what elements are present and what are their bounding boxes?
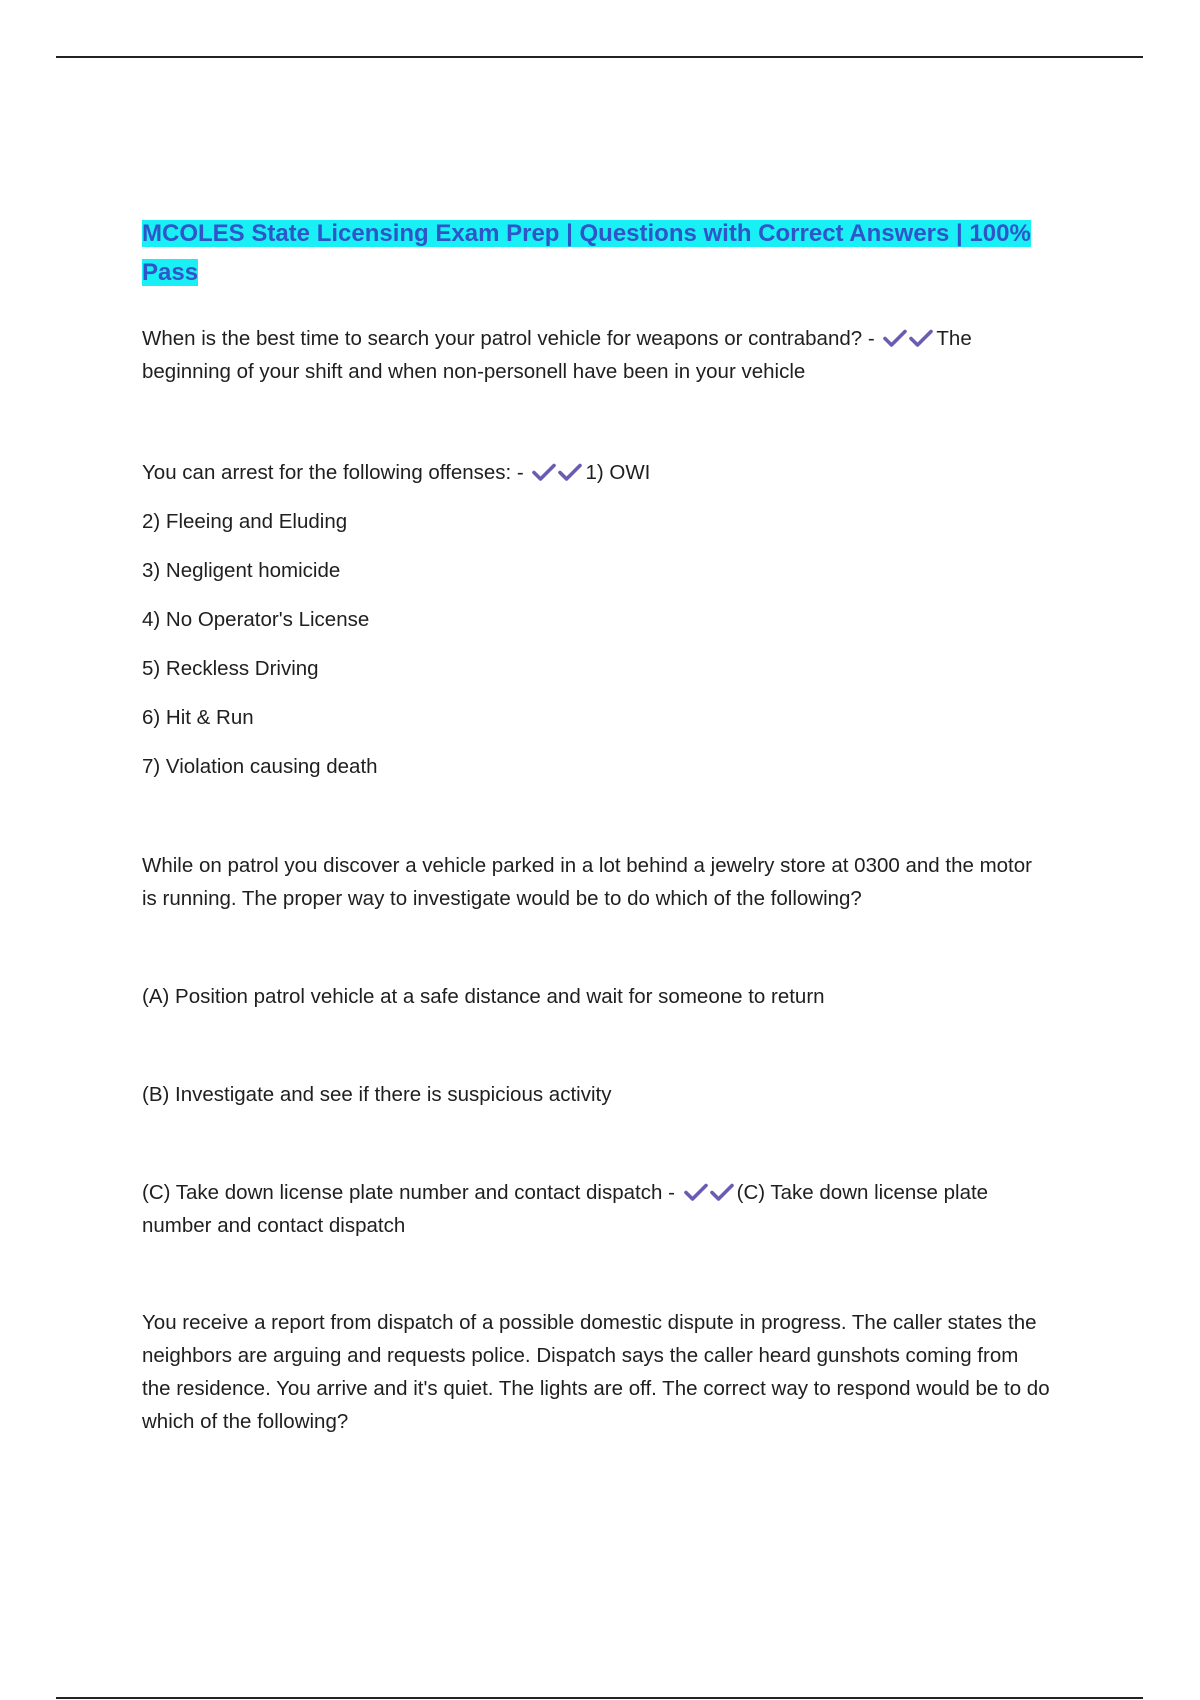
question-1 (142, 322, 1052, 388)
checkmark-icon (709, 1182, 735, 1202)
footer-rule (56, 1697, 1143, 1699)
checkmark-icon (882, 328, 908, 348)
option-a: (A) Position patrol vehicle at a safe distance and wait for someone to return (142, 985, 825, 1008)
list-item: 3) Negligent homicide (142, 559, 341, 582)
option-b: (B) Investigate and see if there is suspicious activity (142, 1083, 612, 1106)
title-highlight: MCOLES State Licensing Exam Prep | Questions with Correct Answers | 100% Pass (142, 220, 1031, 286)
document-title (142, 214, 1052, 292)
question-2-text: You can arrest for the following offenses: - (142, 461, 524, 484)
checkmark-icon (908, 328, 934, 348)
document-body (142, 214, 1052, 1438)
answer-checks (882, 322, 934, 355)
question-3-text: While on patrol you discover a vehicle parked in a lot behind a jewelry store at 0300 and the motor is running. The proper way to investigate would be to do which of the following? (142, 854, 1032, 910)
answer-2-text: 1) OWI (585, 461, 651, 484)
answer-checks (683, 1176, 735, 1209)
checkmark-icon (683, 1182, 709, 1202)
answer-checks (531, 456, 583, 489)
question-1-text: When is the best time to search your patrol vehicle for weapons or contraband? - (142, 327, 875, 350)
checkmark-icon (557, 462, 583, 482)
answer-3-text: (C) Take down license plate number and contact dispatch (142, 1181, 989, 1237)
list-item: 5) Reckless Driving (142, 657, 319, 680)
question-2 (142, 456, 1052, 489)
checkmark-icon (531, 462, 557, 482)
list-item: 6) Hit & Run (142, 706, 254, 729)
option-c (142, 1176, 1052, 1242)
option-c-text: (C) Take down license plate number and contact dispatch - (142, 1181, 675, 1204)
list-item: 2) Fleeing and Eluding (142, 510, 348, 533)
list-item: 7) Violation causing death (142, 755, 378, 778)
list-item: 4) No Operator's License (142, 608, 370, 631)
answer-1-text: The beginning of your shift and when non-personell have been in your vehicle (142, 327, 972, 383)
question-4-text: You receive a report from dispatch of a possible domestic dispute in progress. The caller states the neighbors are arguing and requests police. Dispatch says the caller heard gunshots coming from the residence. You arrive and it's quiet. The lights are off. The correct way to respond would be to do which of the following? (142, 1311, 1050, 1433)
header-rule (56, 56, 1143, 58)
